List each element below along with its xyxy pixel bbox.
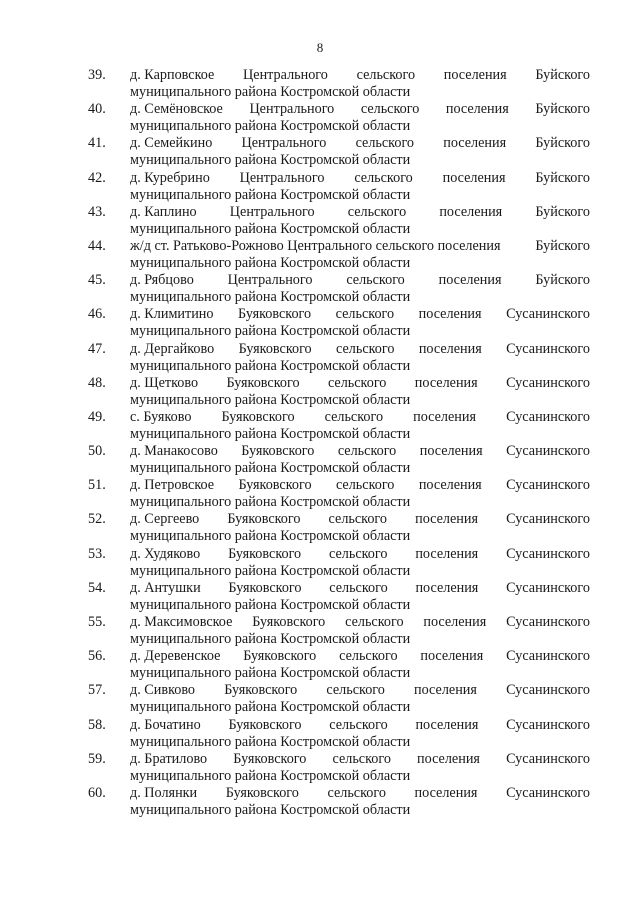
entry-word: д. Бочатино <box>130 716 201 733</box>
entry-word: Центрального <box>249 101 335 118</box>
list-item <box>88 238 590 272</box>
entry-first-line <box>130 272 590 289</box>
entry-text <box>130 409 590 443</box>
list-item <box>88 306 590 340</box>
entry-word: Сусанинского <box>506 614 590 630</box>
entry-word: Центрального <box>241 135 327 152</box>
entry-word: д. Худяково <box>130 545 201 562</box>
entry-word: сельского <box>326 682 385 699</box>
entry-text <box>130 785 590 819</box>
list-item <box>88 785 590 819</box>
entry-text <box>130 614 590 648</box>
entry-second-line: муниципального района Костромской области <box>130 460 411 477</box>
entry-word: сельского <box>329 716 388 733</box>
entry-second-line: муниципального района Костромской области <box>130 84 411 100</box>
entry-second-line: муниципального района Костромской области <box>130 254 411 271</box>
entry-word: поселения <box>423 614 487 630</box>
entry-first-line <box>130 238 590 255</box>
entry-second-line: муниципального района Костромской области <box>130 699 411 716</box>
list-item <box>88 546 590 580</box>
entry-second-line: муниципального района Костромской области <box>130 152 411 169</box>
list-item <box>88 341 590 375</box>
entry-first-line <box>130 409 590 426</box>
entry-second-line: муниципального района Костромской области <box>130 665 411 682</box>
entry-first-line <box>130 204 590 221</box>
entry-text <box>130 67 590 101</box>
entry-number: 55. <box>88 614 106 630</box>
entry-word: д. Сергеево <box>130 511 200 528</box>
entry-first-line <box>130 751 590 768</box>
list-item <box>88 272 590 306</box>
entry-word: Буяковского <box>238 306 312 323</box>
entry-word: Буяковского <box>228 716 302 733</box>
entry-number: 40. <box>88 101 106 118</box>
list-item <box>88 648 590 682</box>
list-item <box>88 443 590 477</box>
entry-text <box>130 375 590 409</box>
entry-second-line: муниципального района Костромской области <box>130 494 411 511</box>
entry-word: Сусанинского <box>506 306 590 323</box>
entry-text <box>130 135 590 169</box>
entry-word: сельского <box>329 545 388 562</box>
entry-word: поселения <box>438 272 502 289</box>
entry-word: ж/д ст. Ратьково-Рожново Центрального сельского поселения <box>130 237 501 254</box>
entry-number: 51. <box>88 477 106 494</box>
entry-text <box>130 580 590 614</box>
entry-word: сельского <box>327 784 386 801</box>
entry-word: д. Щетково <box>130 374 199 391</box>
entry-word: Сусанинского <box>506 750 590 767</box>
entry-word: с. Буяково <box>130 408 192 425</box>
entry-word: сельского <box>336 340 395 357</box>
list-item <box>88 477 590 511</box>
entry-number: 41. <box>88 135 106 152</box>
entry-word: Сусанинского <box>506 477 590 494</box>
entry-word: Буйского <box>535 67 590 83</box>
entry-word: поселения <box>420 648 484 665</box>
entry-word: сельского <box>360 101 420 118</box>
entry-word: Буяковского <box>227 511 301 528</box>
entry-word: д. Братилово <box>130 750 208 767</box>
entry-number: 60. <box>88 784 106 801</box>
entry-text <box>130 648 590 682</box>
list-item <box>88 170 590 204</box>
entry-word: д. Дергайково <box>130 340 215 357</box>
entry-first-line <box>130 511 590 528</box>
list-item <box>88 204 590 238</box>
entry-word: поселения <box>414 682 477 699</box>
entry-word: поселения <box>443 135 507 152</box>
entry-number: 56. <box>88 648 106 665</box>
entry-number: 43. <box>88 203 106 220</box>
list-item <box>88 580 590 614</box>
entry-number: 54. <box>88 579 106 596</box>
entry-word: поселения <box>417 750 480 767</box>
entry-word: поселения <box>418 340 482 357</box>
entry-second-line: муниципального района Костромской области <box>130 528 411 545</box>
entry-word: Буяковского <box>252 614 326 630</box>
entry-word: д. Куребрино <box>130 169 210 186</box>
entry-word: Буйского <box>535 237 590 254</box>
entry-text <box>130 306 590 340</box>
entry-word: Центрального <box>243 67 328 83</box>
entry-number: 45. <box>88 272 106 289</box>
list-item <box>88 101 590 135</box>
entry-number: 47. <box>88 340 106 357</box>
settlement-list <box>88 67 590 819</box>
entry-word: Центрального <box>239 169 325 186</box>
entry-word: сельского <box>354 169 413 186</box>
entry-second-line: муниципального района Костромской области <box>130 323 411 340</box>
entry-word: Буяковского <box>233 750 307 767</box>
list-item <box>88 135 590 169</box>
entry-text <box>130 101 590 135</box>
entry-word: сельского <box>327 374 387 391</box>
entry-word: поселения <box>415 716 479 733</box>
entry-word: Сусанинского <box>506 545 590 562</box>
entry-word: поселения <box>415 511 479 528</box>
entry-word: сельского <box>347 203 407 220</box>
entry-word: Сусанинского <box>506 511 590 528</box>
entry-first-line <box>130 648 590 665</box>
list-item <box>88 751 590 785</box>
entry-first-line <box>130 546 590 563</box>
entry-number: 52. <box>88 511 106 528</box>
entry-word: Буяковского <box>221 408 295 425</box>
entry-word: д. Деревенское <box>130 648 221 665</box>
entry-number: 48. <box>88 374 106 391</box>
entry-word: поселения <box>415 545 479 562</box>
entry-word: Буяковского <box>238 477 312 494</box>
entry-number: 49. <box>88 408 106 425</box>
entry-word: сельского <box>356 67 416 83</box>
entry-word: сельского <box>328 511 387 528</box>
entry-word: д. Манакосово <box>130 443 218 460</box>
entry-text <box>130 204 590 238</box>
entry-word: поселения <box>443 67 507 83</box>
entry-first-line <box>130 477 590 494</box>
entry-word: Сусанинского <box>506 443 590 460</box>
entry-text <box>130 341 590 375</box>
entry-word: сельского <box>355 135 415 152</box>
entry-second-line: муниципального района Костромской области <box>130 186 411 203</box>
entry-text <box>130 546 590 580</box>
entry-word: Буйского <box>535 272 590 289</box>
entry-first-line <box>130 306 590 323</box>
entry-word: сельского <box>324 408 384 425</box>
entry-word: Сусанинского <box>506 648 590 665</box>
entry-second-line: муниципального района Костромской области <box>130 801 411 818</box>
entry-word: д. Семейкино <box>130 135 213 152</box>
entry-word: поселения <box>439 203 503 220</box>
entry-word: Центрального <box>229 203 315 220</box>
entry-word: Буяковского <box>226 374 300 391</box>
entry-word: д. Климитино <box>130 306 214 323</box>
entry-first-line <box>130 614 590 631</box>
entry-word: поселения <box>415 579 479 596</box>
entry-word: сельского <box>337 443 397 460</box>
entry-word: поселения <box>418 477 482 494</box>
entry-word: д. Рябцово <box>130 272 194 289</box>
entry-number: 42. <box>88 169 106 186</box>
entry-first-line <box>130 67 590 84</box>
entry-word: Буяковского <box>241 443 315 460</box>
entry-word: д. Петровское <box>130 477 215 494</box>
entry-text <box>130 272 590 306</box>
entry-text <box>130 443 590 477</box>
entry-word: сельского <box>329 579 388 596</box>
entry-word: сельского <box>339 648 398 665</box>
entry-text <box>130 238 590 272</box>
page-number: 8 <box>316 40 324 55</box>
entry-second-line: муниципального района Костромской области <box>130 220 411 237</box>
entry-second-line: муниципального района Костромской области <box>130 425 411 442</box>
entry-word: Буяковского <box>225 784 299 801</box>
entry-word: Буяковского <box>243 648 317 665</box>
entry-text <box>130 170 590 204</box>
entry-word: д. Антушки <box>130 579 201 596</box>
entry-second-line: муниципального района Костромской области <box>130 289 411 306</box>
entry-second-line: муниципального района Костромской области <box>130 631 411 647</box>
entry-word: д. Максимовское <box>130 614 233 630</box>
entry-number: 50. <box>88 443 106 460</box>
entry-number: 53. <box>88 545 106 562</box>
entry-word: д. Карповское <box>130 67 215 83</box>
entry-text <box>130 751 590 785</box>
entry-word: д. Сивково <box>130 682 196 699</box>
entry-second-line: муниципального района Костромской области <box>130 391 411 408</box>
entry-word: Сусанинского <box>506 682 590 699</box>
entry-text <box>130 477 590 511</box>
entry-word: поселения <box>419 443 483 460</box>
list-item <box>88 67 590 101</box>
entry-word: Буяковского <box>228 545 302 562</box>
entry-second-line: муниципального района Костромской области <box>130 118 411 135</box>
list-item <box>88 717 590 751</box>
entry-text <box>130 511 590 545</box>
entry-first-line <box>130 170 590 187</box>
entry-word: Сусанинского <box>506 716 590 733</box>
entry-second-line: муниципального района Костромской области <box>130 767 411 784</box>
entry-word: Буйского <box>535 169 590 186</box>
entry-word: Буйского <box>535 101 590 118</box>
entry-word: поселения <box>414 374 478 391</box>
entry-word: поселения <box>418 306 482 323</box>
entry-number: 46. <box>88 306 106 323</box>
entry-first-line <box>130 341 590 358</box>
entry-word: Буяковского <box>238 340 312 357</box>
entry-word: Сусанинского <box>506 374 590 391</box>
entry-number: 59. <box>88 750 106 767</box>
entry-word: поселения <box>414 784 478 801</box>
entry-second-line: муниципального района Костромской области <box>130 357 411 374</box>
entry-word: поселения <box>445 101 509 118</box>
entry-second-line: муниципального района Костромской области <box>130 733 411 750</box>
entry-word: сельского <box>345 614 404 630</box>
entry-word: Буйского <box>535 135 590 152</box>
entry-word: Сусанинского <box>506 579 590 596</box>
entry-first-line <box>130 580 590 597</box>
entry-word: Буяковского <box>224 682 298 699</box>
entry-word: поселения <box>442 169 506 186</box>
entry-word: д. Семёновское <box>130 101 223 118</box>
entry-word: сельского <box>332 750 391 767</box>
entry-word: сельского <box>335 477 395 494</box>
entry-first-line <box>130 682 590 699</box>
list-item <box>88 511 590 545</box>
entry-text <box>130 717 590 751</box>
entry-first-line <box>130 717 590 734</box>
entry-word: Буйского <box>535 203 590 220</box>
entry-word: сельского <box>346 272 405 289</box>
entry-word: Сусанинского <box>506 784 590 801</box>
entry-word: Сусанинского <box>506 408 590 425</box>
entry-number: 44. <box>88 237 106 254</box>
entry-second-line: муниципального района Костромской области <box>130 562 411 579</box>
entry-word: Сусанинского <box>506 340 590 357</box>
entry-text <box>130 682 590 716</box>
list-item <box>88 682 590 716</box>
entry-number: 57. <box>88 682 106 699</box>
list-item <box>88 614 590 648</box>
entry-word: Буяковского <box>228 579 302 596</box>
entry-second-line: муниципального района Костромской области <box>130 596 411 613</box>
entry-first-line <box>130 375 590 392</box>
list-item <box>88 375 590 409</box>
entry-first-line <box>130 101 590 118</box>
entry-number: 39. <box>88 67 106 83</box>
entry-word: д. Каплино <box>130 203 197 220</box>
entry-word: д. Полянки <box>130 784 198 801</box>
list-item <box>88 409 590 443</box>
entry-first-line <box>130 443 590 460</box>
entry-word: Центрального <box>227 272 313 289</box>
entry-word: поселения <box>413 408 477 425</box>
entry-first-line <box>130 785 590 802</box>
entry-first-line <box>130 135 590 152</box>
entry-word: сельского <box>335 306 395 323</box>
entry-number: 58. <box>88 716 106 733</box>
